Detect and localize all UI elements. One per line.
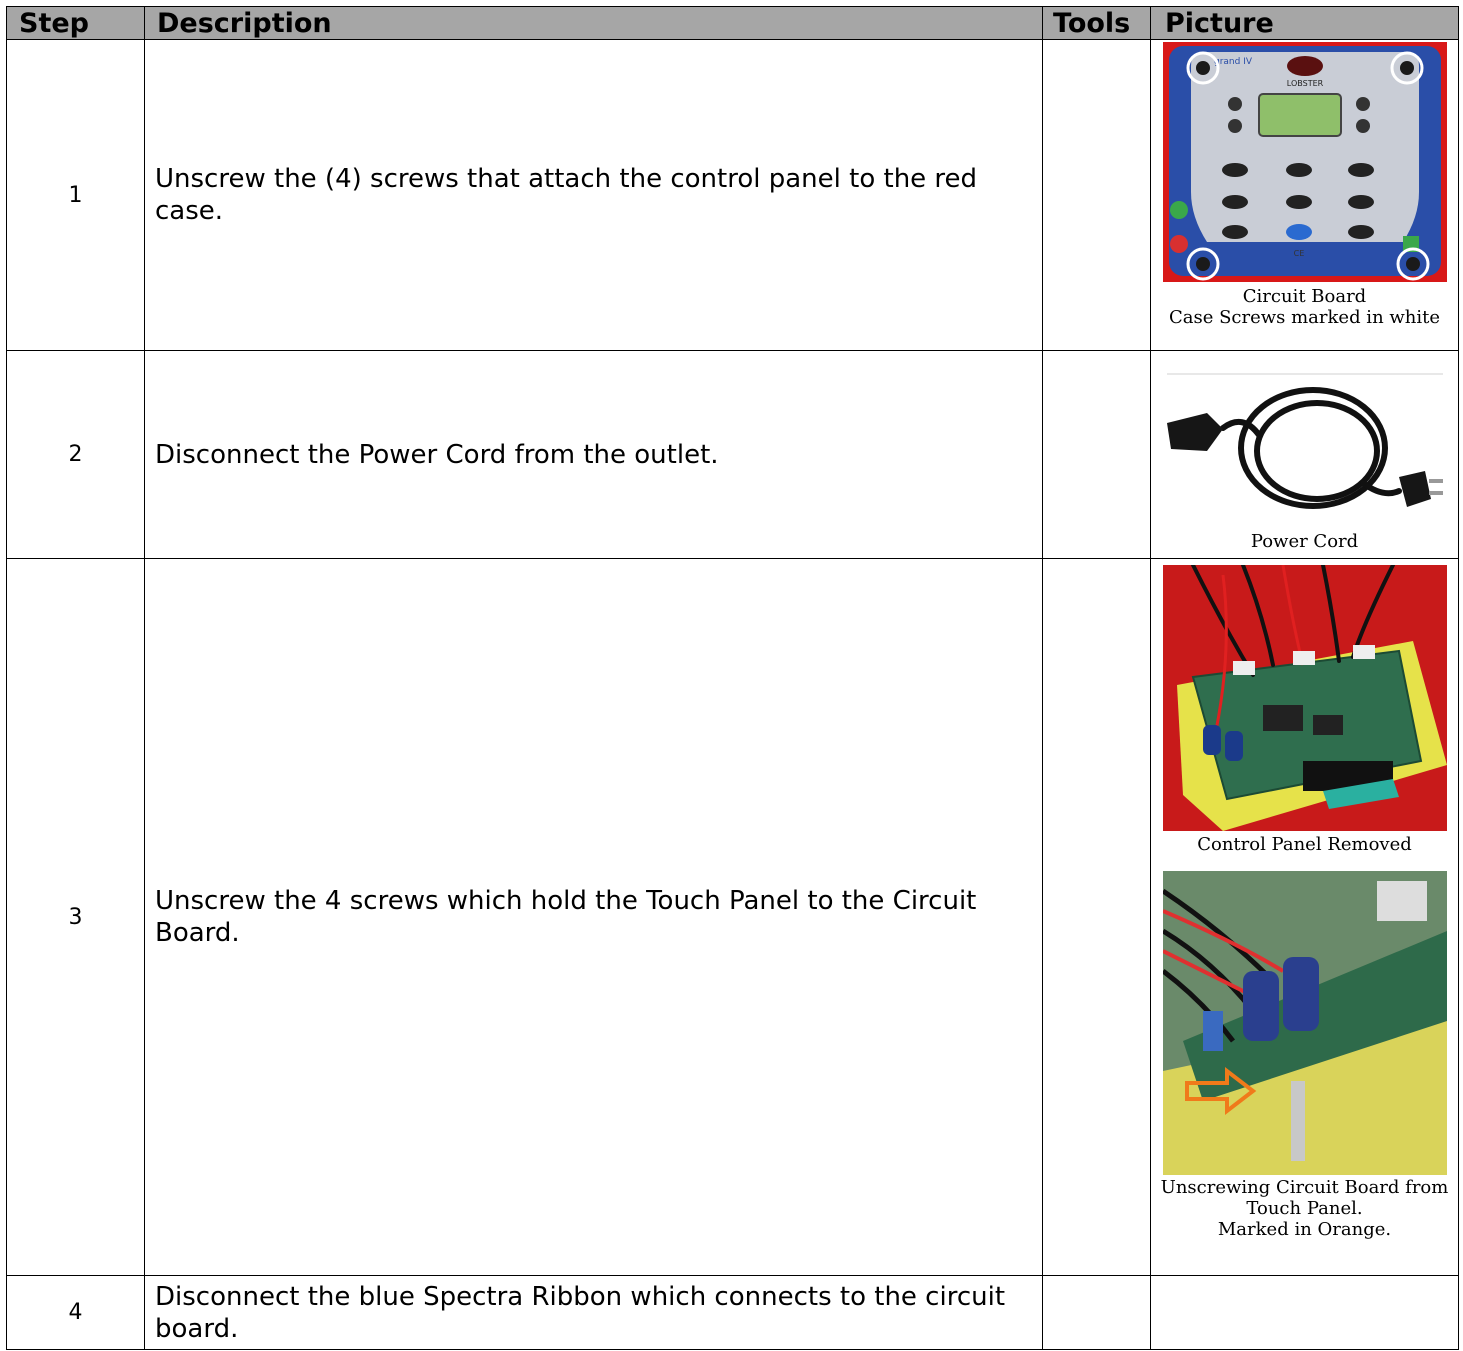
step-picture [1151,40,1459,351]
power-cord-photo [1163,373,1447,523]
step-description: Unscrew the 4 screws which hold the Touch Panel to the Circuit Board. [145,559,1043,1276]
step-number: 1 [7,40,145,351]
header-picture: Picture [1151,7,1459,40]
step-row-3 [7,559,1459,1276]
header-tools: Tools [1043,7,1151,40]
panel-ce-mark: CE [1293,249,1304,258]
header-description: Description [145,7,1043,40]
step-description: Disconnect the Power Cord from the outlet. [145,351,1043,559]
step-tools [1043,559,1151,1276]
picture-caption: Circuit Board Case Screws marked in white [1168,286,1441,328]
step-tools [1043,351,1151,559]
instructions-table [6,6,1459,1350]
step-picture [1151,559,1459,1276]
picture-caption: Control Panel Removed [1197,834,1412,855]
step-picture [1151,1276,1459,1350]
control-panel-photo [1163,42,1447,282]
step-description: Unscrew the (4) screws that attach the control panel to the red case. [145,40,1043,351]
panel-brand: LOBSTER [1286,79,1323,88]
step-number: 2 [7,351,145,559]
step-number: 4 [7,1276,145,1350]
picture-caption: Power Cord [1250,531,1359,552]
step-tools [1043,40,1151,351]
panel-model: grand IV [1213,57,1252,67]
circuit-board-photo [1163,565,1447,831]
header-row [7,7,1459,40]
step-number: 3 [7,559,145,1276]
step-picture [1151,351,1459,559]
picture-caption: Unscrewing Circuit Board from Touch Panel. Marked in Orange. [1160,1177,1449,1240]
step-row-2 [7,351,1459,559]
step-row-4 [7,1276,1459,1350]
header-step: Step [7,7,145,40]
unscrewing-board-photo [1163,871,1447,1175]
step-description: Disconnect the blue Spectra Ribbon which connects to the circuit board. [145,1276,1043,1350]
step-tools [1043,1276,1151,1350]
step-row-1 [7,40,1459,351]
